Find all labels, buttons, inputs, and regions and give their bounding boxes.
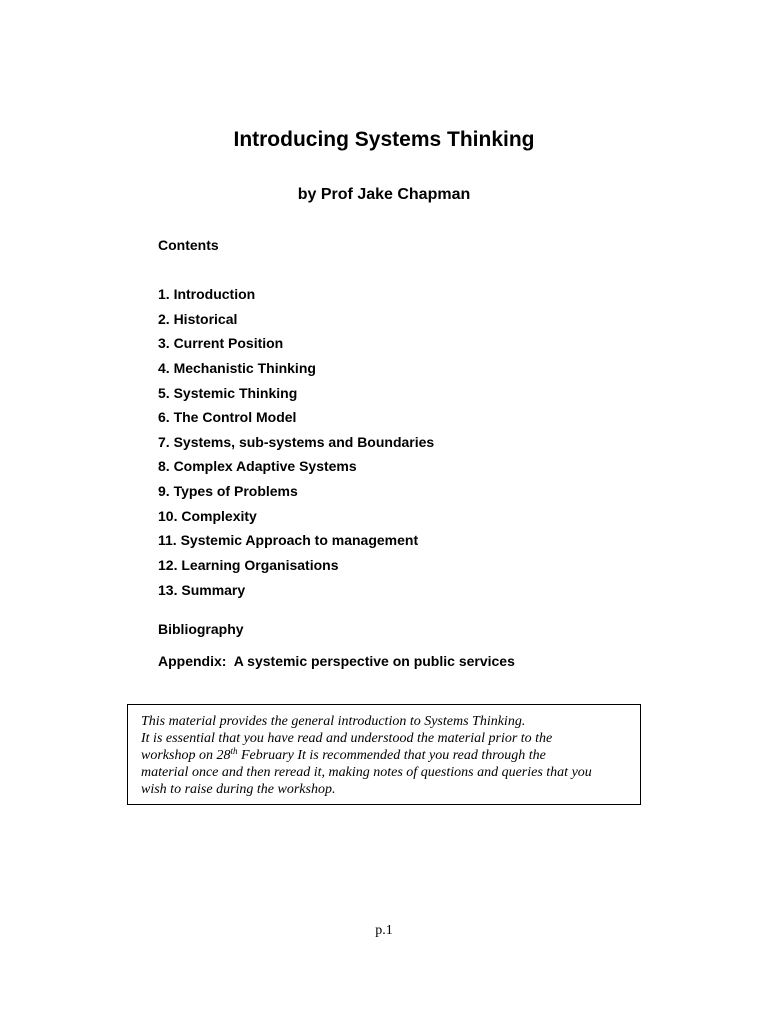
notice-line: This material provides the general introduction to Systems Thinking. (141, 714, 526, 729)
toc-item-complexity: 10. Complexity (158, 507, 257, 524)
document-title: Introducing Systems Thinking (233, 128, 535, 151)
toc-item-types-of-problems: 9. Types of Problems (158, 483, 298, 500)
toc-item-systemic-approach: 11. Systemic Approach to management (158, 532, 419, 549)
toc-item-learning-organisations: 12. Learning Organisations (158, 557, 339, 574)
appendix-heading: Appendix: A systemic perspective on public services (158, 653, 515, 669)
contents-heading: Contents (158, 237, 219, 253)
workshop-notice-box (127, 704, 641, 805)
ordinal-suffix: th (230, 746, 238, 756)
bibliography-heading: Bibliography (158, 621, 244, 637)
page-number: p.1 (375, 923, 393, 938)
notice-line (141, 747, 630, 764)
toc-item-mechanistic-thinking: 4. Mechanistic Thinking (158, 359, 316, 376)
toc-item-systemic-thinking: 5. Systemic Thinking (158, 384, 298, 401)
table-of-contents (158, 285, 434, 605)
toc-item-historical: 2. Historical (158, 310, 238, 327)
toc-item-control-model: 6. The Control Model (158, 409, 297, 426)
notice-line: material once and then reread it, making notes of questions and queries that you (141, 765, 592, 780)
notice-text: workshop on 28 (141, 748, 231, 763)
toc-item-summary: 13. Summary (158, 581, 246, 598)
notice-text: February It is recommended that you read through the (237, 748, 546, 763)
toc-item-complex-adaptive-systems: 8. Complex Adaptive Systems (158, 458, 357, 475)
toc-item-systems-boundaries: 7. Systems, sub-systems and Boundaries (158, 433, 435, 450)
toc-item-introduction: 1. Introduction (158, 286, 256, 302)
notice-line: It is essential that you have read and understood the material prior to the (141, 731, 553, 746)
toc-item-current-position: 3. Current Position (158, 335, 284, 352)
document-author: by Prof Jake Chapman (297, 186, 471, 203)
notice-line: wish to raise during the workshop. (141, 782, 336, 797)
